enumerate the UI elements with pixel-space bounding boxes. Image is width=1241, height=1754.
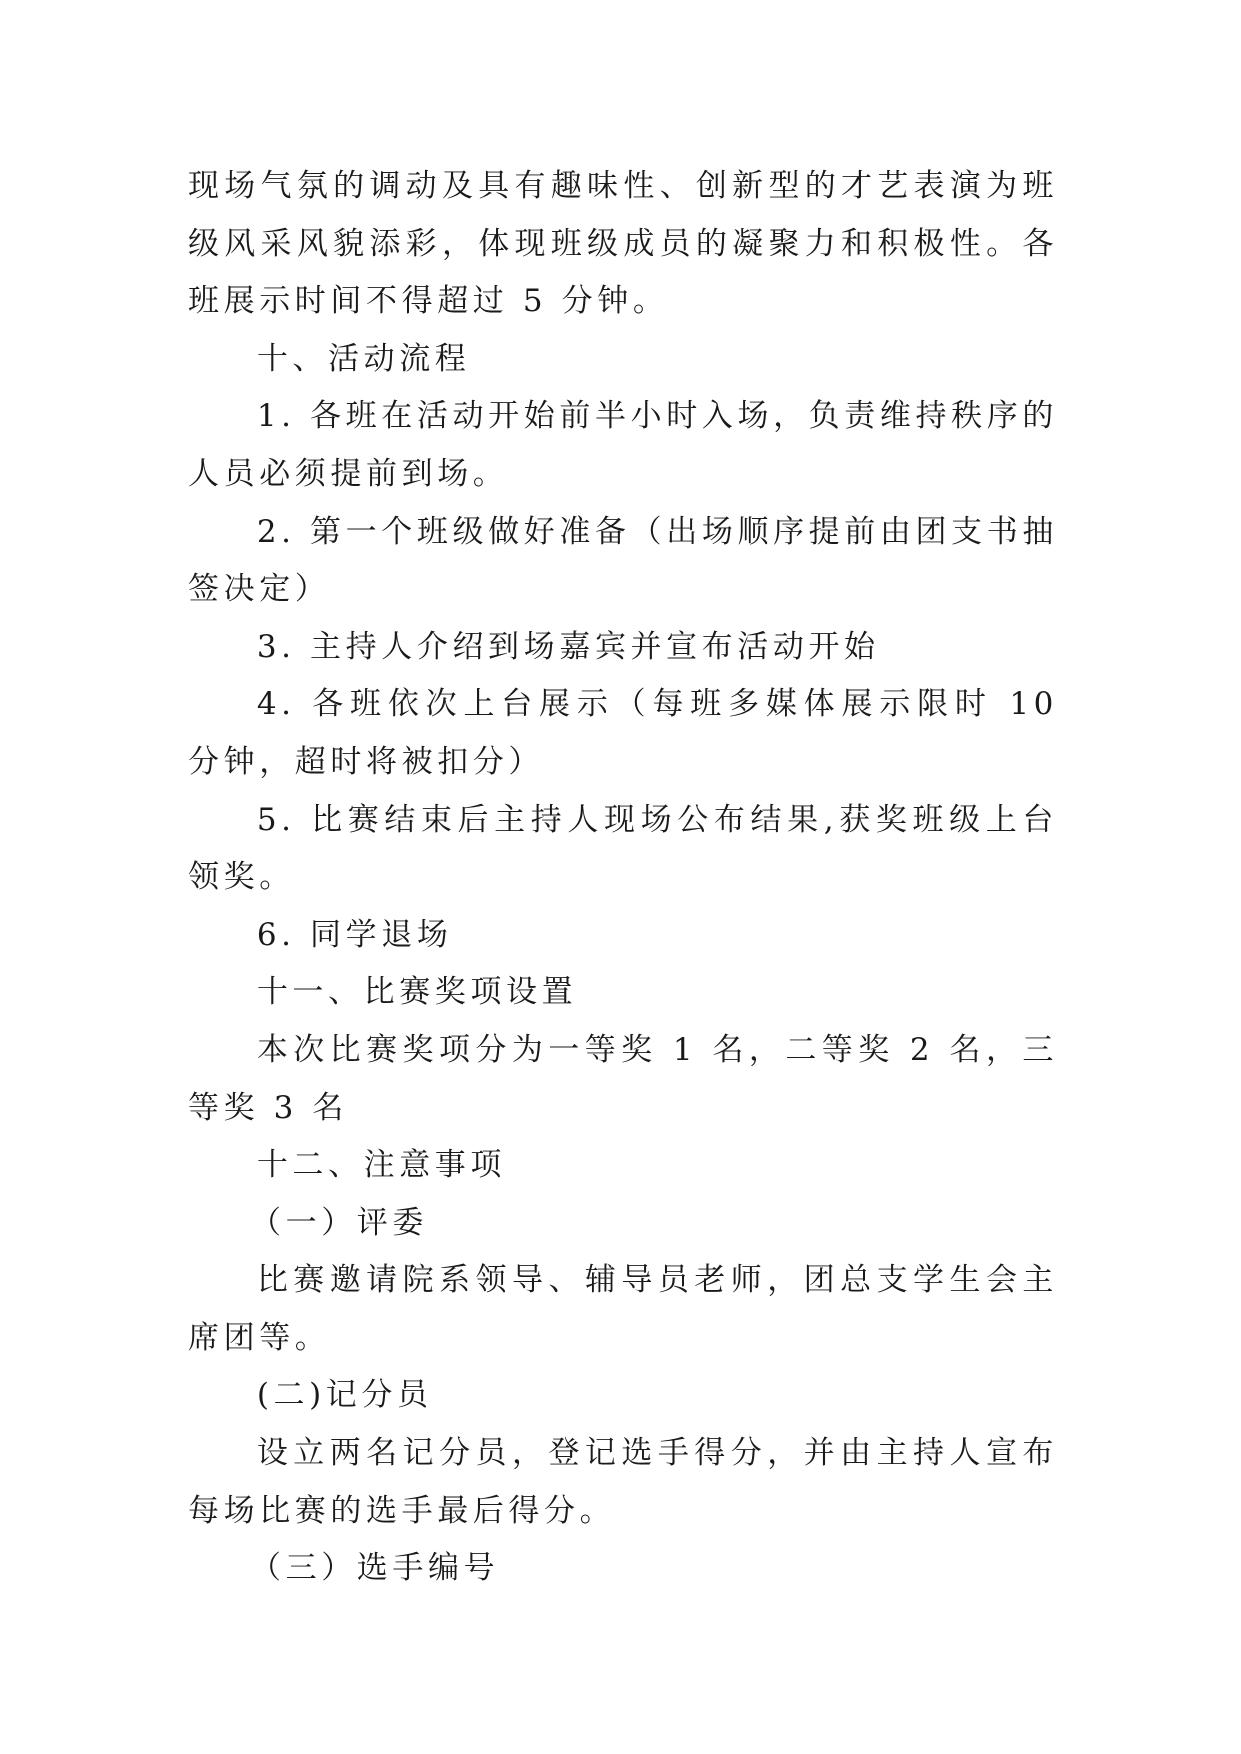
awards-paragraph: 本次比赛奖项分为一等奖 1 名，二等奖 2 名，三等奖 3 名: [188, 1031, 1058, 1126]
section-heading-activity-flow: 十、活动流程: [256, 340, 471, 377]
flow-step-1: 1. 各班在活动开始前半小时入场，负责维持秩序的人员必须提前到场。: [188, 398, 1058, 492]
subheading-contestant-numbers: （三）选手编号: [250, 1550, 500, 1587]
scorekeepers-paragraph: 设立两名记分员，登记选手得分，并由主持人宣布每场比赛的选手最后得分。: [188, 1435, 1058, 1529]
paragraph-opening: 现场气氛的调动及具有趣味性、创新型的才艺表演为班级风采风貌添彩，体现班级成员的凝聚力和积极性。各班展示时间不得超过 5 分钟。: [188, 168, 1058, 320]
flow-step-6: 6. 同学退场: [256, 916, 453, 953]
subheading-judges: （一）评委: [250, 1204, 428, 1241]
section-heading-awards: 十一、比赛奖项设置: [256, 974, 578, 1011]
judges-paragraph: 比赛邀请院系领导、辅导员老师，团总支学生会主席团等。: [188, 1262, 1058, 1356]
subheading-scorekeepers: (二)记分员: [256, 1377, 433, 1414]
section-heading-notes: 十二、注意事项: [256, 1147, 507, 1184]
flow-step-2: 2. 第一个班级做好准备（出场顺序提前由团支书抽签决定）: [188, 513, 1058, 608]
flow-step-5: 5. 比赛结束后主持人现场公布结果,获奖班级上台领奖。: [188, 801, 1058, 896]
flow-step-3: 3. 主持人介绍到场嘉宾并宣布活动开始: [256, 628, 880, 665]
flow-step-4: 4. 各班依次上台展示（每班多媒体展示限时 10 分钟，超时将被扣分）: [188, 686, 1058, 780]
document-body: [188, 158, 1058, 1598]
